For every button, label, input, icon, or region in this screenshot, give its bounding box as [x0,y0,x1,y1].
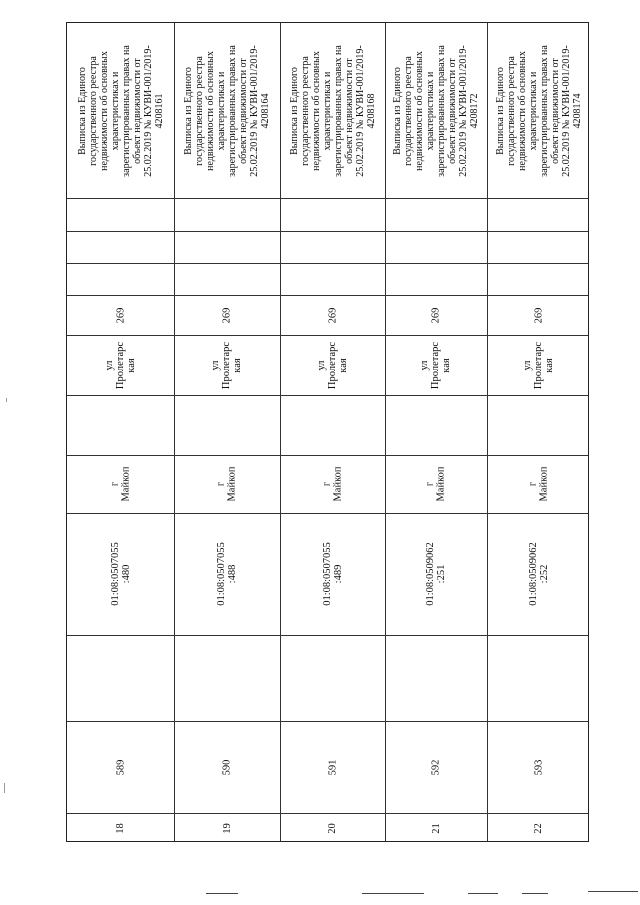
cell-num [67,813,174,843]
doc-line: 4208161 [153,93,165,128]
doc-line: зарегистрированных правах на [436,44,447,177]
doc-line: недвижимости об основных [516,50,528,171]
doc-line: Выписка из Единого [494,66,506,155]
street-text [419,341,452,388]
house-text: 269 [221,307,233,323]
city-text [216,466,238,501]
cadastral-text [216,542,238,606]
scan-mark [4,783,5,793]
doc-line: Выписка из Единого [76,66,88,155]
street-line: кая [543,357,555,373]
cell-id [385,721,487,813]
cadastral-line: 01:08:0509062 [527,542,539,606]
table-column-divider [67,198,588,199]
cell-house [67,295,174,335]
street-line: Пролетарс [532,341,544,389]
cell-cadastral [280,513,385,635]
doc-line: недвижимости об основных [205,50,216,171]
house-text: 269 [115,307,126,323]
doc-line: характеристиках и [109,71,121,150]
cadastral-line: 01:08:0507055 [109,542,121,606]
doc-line: характеристиках и [321,71,333,150]
house-text: 269 [533,307,544,323]
doc-text [289,45,377,177]
street-line: Пролетарс [221,341,233,389]
footer-rule [588,891,638,892]
cell-house [280,295,385,335]
doc-line: объект недвижимости от [447,57,458,164]
city-line: г [425,481,436,487]
scan-mark [6,398,7,402]
doc-line: Выписка из Единого [288,66,300,155]
street-line: ул [103,359,115,371]
footer-rule [468,893,498,894]
doc-text [77,45,165,177]
cadastral-line: 01:08:0509062 [425,542,436,606]
cadastral-text [322,542,344,606]
doc-line: государственного реестра [505,55,517,166]
num-text: 21 [430,822,442,834]
street-text [522,341,555,388]
cell-cadastral [174,513,280,635]
cell-cadastral [67,513,174,635]
city-text [322,466,344,501]
cell-street [385,335,487,395]
doc-line: характеристиках и [425,71,436,150]
doc-line: недвижимости об основных [98,50,110,171]
cell-doc [174,23,280,198]
doc-line: зарегистрированных правах на [227,44,238,177]
doc-text [495,45,583,177]
cell-street [174,335,280,395]
cell-city [174,455,280,513]
cell-num [487,813,590,843]
table-column-divider [67,635,588,636]
doc-line: государственного реестра [87,55,99,166]
cell-id [67,721,174,813]
cell-num [385,813,487,843]
num-text: 22 [533,822,544,834]
num-text: 20 [327,822,338,834]
cell-house [385,295,487,335]
street-line: Пролетарс [430,341,442,389]
doc-line: объект недвижимости от [238,57,249,164]
street-line: ул [419,359,431,371]
city-line: г [321,481,333,487]
doc-line: недвижимости об основных [310,50,322,171]
cadastral-text [110,542,132,606]
cadastral-line: :489 [332,564,344,584]
city-text [425,466,447,501]
footer-rule [362,893,424,894]
street-line: Пролетарс [326,341,338,389]
street-line: ул [210,359,222,371]
id-text: 591 [327,759,338,775]
cell-city [67,455,174,513]
doc-line: объект недвижимости от [343,57,355,164]
cadastral-line: :480 [120,564,132,584]
doc-line: 25.02.2019 № КУВИ-001/2019- [354,44,366,177]
doc-line: государственного реестра [299,55,311,166]
footer-rule [206,893,238,894]
house-text: 269 [430,307,442,323]
street-text [104,341,137,388]
doc-line: зарегистрированных правах на [538,44,550,177]
street-line: ул [521,359,533,371]
num-text: 18 [115,822,126,834]
id-text: 592 [430,759,442,775]
city-line: г [216,481,227,487]
table-column-divider [67,395,588,396]
id-text: 590 [221,759,233,775]
table-column-divider [67,231,588,232]
doc-line: Выписка из Единого [392,66,403,155]
street-line: Пролетарс [114,341,126,389]
table-column-divider [67,263,588,264]
city-text [110,466,132,501]
doc-line: характеристиках и [527,71,539,150]
doc-line: 4208168 [365,93,377,128]
num-text: 19 [221,822,233,834]
cell-city [385,455,487,513]
cell-street [280,335,385,395]
street-line: ул [315,359,327,371]
cell-city [487,455,590,513]
city-line: г [109,481,121,487]
cell-city [280,455,385,513]
cadastral-line: :251 [436,564,447,584]
doc-line: 4208172 [469,93,480,128]
doc-line: 4208174 [571,93,583,128]
street-text [210,341,243,388]
id-text: 589 [115,759,126,775]
cell-id [280,721,385,813]
cadastral-line: 01:08:0507055 [216,542,227,606]
cell-house [174,295,280,335]
street-line: кая [232,357,244,373]
cell-num [280,813,385,843]
cell-id [487,721,590,813]
cadastral-line: :488 [227,564,238,584]
cell-doc [280,23,385,198]
footer-rule [522,893,548,894]
doc-line: государственного реестра [194,55,205,166]
cadastral-line: :252 [538,564,550,584]
doc-text [392,45,480,177]
city-line: Майкоп [120,466,132,502]
doc-line: 25.02.2019 № КУВИ-001/2019- [560,44,572,177]
cell-doc [67,23,174,198]
street-text [316,341,349,388]
doc-line: 25.02.2019 № КУВИ-001/2019- [249,44,260,177]
doc-line: 4208164 [260,93,271,128]
id-text: 593 [533,759,544,775]
cell-id [174,721,280,813]
cell-cadastral [385,513,487,635]
cadastral-text [528,542,550,606]
doc-line: объект недвижимости от [131,57,143,164]
doc-line: недвижимости об основных [414,50,425,171]
city-line: Майкоп [332,466,344,502]
cell-doc [487,23,590,198]
cadastral-line: 01:08:0507055 [321,542,333,606]
house-text: 269 [327,307,338,323]
cell-doc [385,23,487,198]
city-line: Майкоп [227,466,238,502]
doc-line: Выписка из Единого [183,66,194,155]
doc-text [183,45,271,177]
street-line: кая [337,357,349,373]
doc-line: зарегистрированных правах на [120,44,132,177]
city-line: Майкоп [538,466,550,502]
street-line: кая [441,357,453,373]
doc-line: 25.02.2019 № КУВИ-001/2019- [142,44,154,177]
records-table [66,22,589,842]
cell-num [174,813,280,843]
doc-line: объект недвижимости от [549,57,561,164]
doc-line: 25.02.2019 № КУВИ-001/2019- [458,44,469,177]
doc-line: характеристиках и [216,71,227,150]
cell-street [487,335,590,395]
street-line: кая [125,357,137,373]
city-text [528,466,550,501]
cadastral-text [425,542,447,606]
city-line: г [527,481,539,487]
cell-cadastral [487,513,590,635]
city-line: Майкоп [436,466,447,502]
doc-line: государственного реестра [403,55,414,166]
cell-house [487,295,590,335]
cell-street [67,335,174,395]
doc-line: зарегистрированных правах на [332,44,344,177]
